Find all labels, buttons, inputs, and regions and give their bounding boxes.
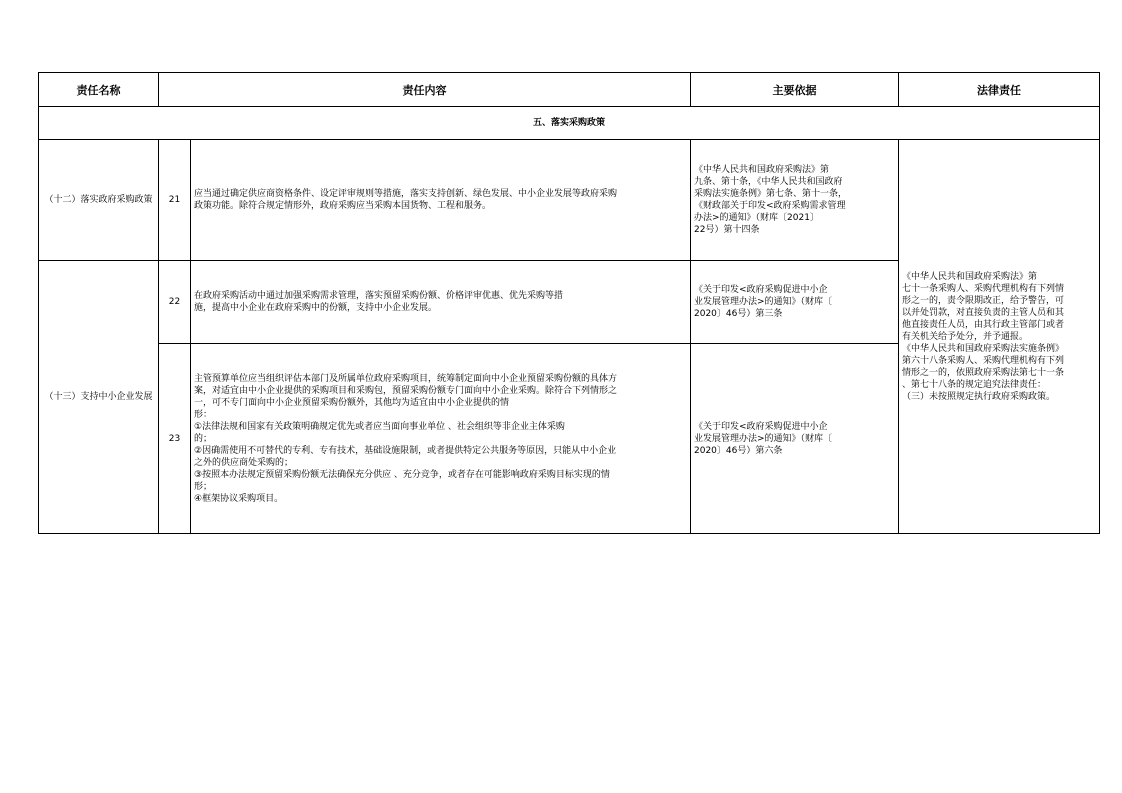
header-responsibility-content: 责任内容 (159, 73, 691, 107)
content-line: 案，对适宜由中小企业提供的采购项目和采购包，预留采购份额专门面向中小企业采购。除符合下列情形之 (194, 385, 618, 396)
basis-line: 采购法实施条例》第七条、第十一条， (694, 189, 848, 199)
basis-line: 《中华人民共和国政府采购法》第 (694, 165, 830, 175)
content-line: 一，可不专门面向中小企业预留采购份额外，其他均为适宜由中小企业提供的情 (194, 397, 510, 408)
content-line: ③按照本办法规定预留采购份额无法确保充分供应 、充分竞争，或者存在可能影响政府采购目标实现的情 (194, 469, 610, 480)
liability-line: 以并处罚款，对直接负责的主管人员和其 (902, 307, 1065, 318)
liability-line: 第六十八条采购人、采购代理机构有下列 (902, 355, 1065, 366)
content-line: 在政府采购活动中通过加强采购需求管理，落实预留采购份额、价格评审优惠、优先采购等措 (194, 291, 564, 301)
content-line: 之外的供应商处采购的； (194, 457, 294, 468)
header-row (39, 73, 1100, 107)
liability-line: （三）未按照规定执行政府采购政策。 (902, 391, 1056, 402)
basis-line: 《关于印发<政府采购促进中小企 (694, 285, 828, 295)
liability-line: 《中华人民共和国政府采购法》第 (902, 271, 1038, 282)
liability-line: 、第七十八条的规定追究法律责任： (902, 379, 1047, 390)
basis-line: 2020〕46号）第三条 (694, 309, 783, 319)
content-line: 形： (194, 409, 213, 420)
basis-line: 业发展管理办法>的通知》（财库〔 (694, 297, 833, 307)
liability-line: 《中华人民共和国政府采购法实施条例》 (902, 343, 1065, 354)
main-basis (691, 261, 899, 344)
liability-line: 有关机关给予处分，并予通报。 (902, 331, 1029, 342)
basis-line: 业发展管理办法>的通知》（财库〔 (694, 433, 833, 444)
content-line: 应当通过确定供应商资格条件、设定评审规则等措施，落实支持创新、绿色发展、中小企业发展等政府采购 (194, 189, 618, 199)
liability-line: 形之一的，责令限期改正，给予警告，可 (902, 295, 1065, 306)
main-basis (691, 140, 899, 261)
content-line: 主管预算单位应当组织评估本部门及所属单位政府采购项目，统筹制定面向中小企业预留采购份额的具体方 (194, 373, 618, 384)
basis-line: 2020〕46号）第六条 (694, 445, 783, 456)
basis-line: 办法>的通知》（财库〔2021〕 (694, 213, 819, 223)
section-title: 五、落实采购政策 (39, 107, 1100, 140)
content-line: ④框架协议采购项目。 (194, 493, 284, 504)
basis-line: 22号）第十四条 (694, 225, 760, 235)
item-number: 23 (159, 344, 191, 534)
liability-line: 七十一条采购人、采购代理机构有下列情 (902, 283, 1065, 294)
section-row (39, 107, 1100, 140)
responsibility-name: （十二）落实政府采购政策 (39, 140, 159, 261)
item-number: 21 (159, 140, 191, 261)
liability-line: 他直接责任人员，由其行政主管部门或者 (902, 319, 1065, 330)
responsibility-content (191, 140, 691, 261)
basis-line: 《财政部关于印发<政府采购需求管理 (694, 201, 846, 211)
main-basis (691, 344, 899, 534)
legal-liability (899, 140, 1100, 534)
item-number: 22 (159, 261, 191, 344)
responsibility-content (191, 344, 691, 534)
header-legal-liability: 法律责任 (899, 73, 1100, 107)
responsibility-name: （十三）支持中小企业发展 (39, 261, 159, 534)
content-line: 的； (194, 433, 213, 444)
basis-line: 九条、第十条，《中华人民共和国政府 (694, 177, 843, 187)
content-line: 施，提高中小企业在政府采购中的份额，支持中小企业发展。 (194, 303, 438, 313)
responsibility-content (191, 261, 691, 344)
content-line: 形； (194, 481, 213, 492)
responsibility-table (38, 72, 1100, 534)
content-line: ①法律法规和国家有关政策明确规定优先或者应当面向事业单位 、社会组织等非企业主体采购 (194, 421, 565, 432)
header-responsibility-name: 责任名称 (39, 73, 159, 107)
content-line: ②因确需使用不可替代的专利、专有技术，基础设施限制，或者提供特定公共服务等原因，只能从中小企业 (194, 445, 617, 456)
basis-line: 《关于印发<政府采购促进中小企 (694, 421, 828, 432)
header-main-basis: 主要依据 (691, 73, 899, 107)
liability-line: 情形之一的，依照政府采购法第七十一条 (902, 367, 1065, 378)
content-line: 政策功能。除符合规定情形外，政府采购应当采购本国货物、工程和服务。 (194, 201, 492, 211)
table-row (39, 140, 1100, 261)
